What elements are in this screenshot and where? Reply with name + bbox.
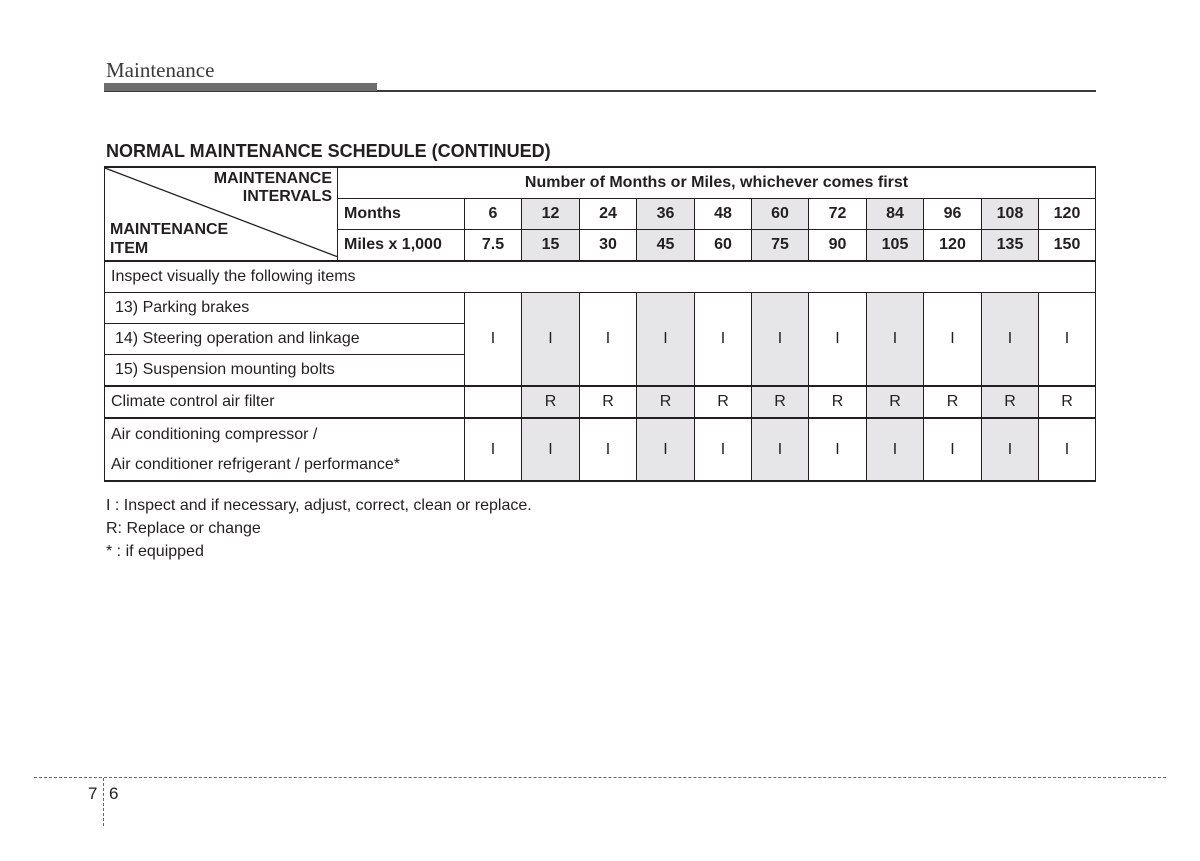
value-cell: R [809,386,867,418]
month-cell: 96 [924,199,982,230]
value-cell: I [465,418,522,481]
value-cell: R [924,386,982,418]
item-ac [105,418,465,481]
note-inspect: I : Inspect and if necessary, adjust, correct, clean or replace. [106,497,532,514]
value-cell: R [637,386,695,418]
miles-cell: 7.5 [465,230,522,262]
interval-span-header: Number of Months or Miles, whichever comes first [338,167,1096,199]
month-cell: 84 [867,199,924,230]
value-cell: I [637,293,695,387]
value-cell: R [695,386,752,418]
miles-cell: 105 [867,230,924,262]
month-cell: 72 [809,199,867,230]
page-header-title: Maintenance [106,58,215,82]
ac-line-1: Air conditioning compressor / [111,425,318,443]
corner-intervals-label [214,170,332,206]
month-cell: 36 [637,199,695,230]
miles-label: Miles x 1,000 [338,230,465,262]
value-cell: I [1039,293,1096,387]
value-cell: I [522,418,580,481]
legend-notes [106,494,532,563]
maintenance-schedule-table [104,166,1096,482]
miles-cell: 135 [982,230,1039,262]
note-replace: R: Replace or change [106,520,261,537]
inspect-header: Inspect visually the following items [105,261,1096,293]
chapter-number: 7 [88,784,98,803]
value-cell: I [924,293,982,387]
table-row [105,386,1096,418]
ac-line-2: Air conditioner refrigerant / performance* [111,455,401,473]
value-cell: I [867,293,924,387]
corner-top-line-1: MAINTENANCE [213,170,332,187]
note-equipped: * : if equipped [106,543,204,560]
miles-cell: 15 [522,230,580,262]
miles-cell: 90 [809,230,867,262]
inspect-header-row [105,261,1096,293]
value-cell: R [580,386,637,418]
month-cell: 60 [752,199,809,230]
month-cell: 120 [1039,199,1096,230]
table-header-row [105,167,1096,199]
value-cell: I [695,293,752,387]
item-parking-brakes: 13) Parking brakes [105,293,465,324]
value-cell: I [924,418,982,481]
footer-dashed-rule [34,777,1166,778]
value-cell: I [465,293,522,387]
value-cell: R [522,386,580,418]
value-cell: I [695,418,752,481]
value-cell: I [637,418,695,481]
value-cell: R [752,386,809,418]
table-row [105,293,1096,324]
value-cell: I [867,418,924,481]
miles-cell: 45 [637,230,695,262]
miles-cell: 75 [752,230,809,262]
value-cell: I [982,418,1039,481]
miles-cell: 150 [1039,230,1096,262]
months-label: Months [338,199,465,230]
month-cell: 108 [982,199,1039,230]
section-title: NORMAL MAINTENANCE SCHEDULE (CONTINUED) [106,141,551,161]
value-cell: R [1039,386,1096,418]
value-cell: I [982,293,1039,387]
value-cell: I [752,418,809,481]
corner-top-line-2: INTERVALS [242,188,332,205]
value-cell: I [809,418,867,481]
month-cell: 12 [522,199,580,230]
month-cell: 6 [465,199,522,230]
miles-cell: 120 [924,230,982,262]
value-cell: I [580,418,637,481]
value-cell: I [522,293,580,387]
value-cell: I [1039,418,1096,481]
value-cell: R [867,386,924,418]
month-cell: 48 [695,199,752,230]
miles-cell: 30 [580,230,637,262]
item-steering: 14) Steering operation and linkage [105,324,465,355]
value-cell: R [982,386,1039,418]
corner-bottom-line-1: MAINTENANCE [110,221,229,238]
page-number: 6 [109,784,119,803]
item-climate-filter: Climate control air filter [105,386,465,418]
miles-cell: 60 [695,230,752,262]
header-accent-bar [104,83,377,91]
month-cell: 24 [580,199,637,230]
corner-item-label [110,220,228,258]
value-cell [465,386,522,418]
value-cell: I [580,293,637,387]
corner-bottom-line-2: ITEM [110,240,149,257]
value-cell: I [752,293,809,387]
diagonal-header-cell [105,167,338,261]
footer-page-divider [103,778,104,826]
table-row [105,418,1096,481]
item-suspension: 15) Suspension mounting bolts [105,355,465,387]
value-cell: I [809,293,867,387]
